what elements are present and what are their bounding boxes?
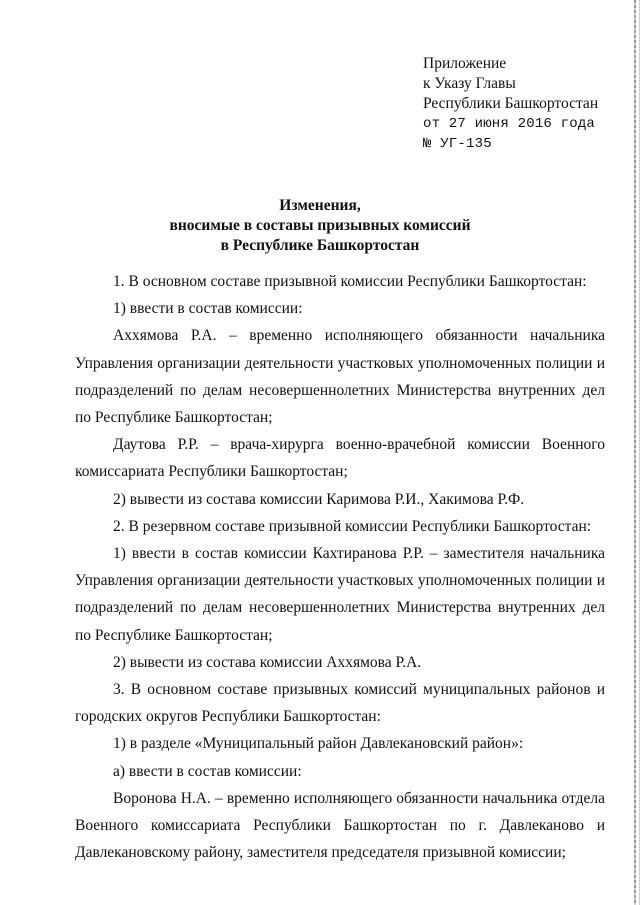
decree-number: № УГ-135 xyxy=(423,136,492,152)
scan-edge xyxy=(634,0,636,905)
paragraph: 1) ввести в состав комиссии Кахтиранова Р.Р. – заместителя начальника Управления организации деятельности участковых уполномоченных полиции и подразделений по делам несовершеннолетних Министерства внутренних дел по Республике Башкортостан; xyxy=(75,545,605,644)
paragraph: 1) в разделе «Муниципальный район Давлекановский район»: xyxy=(113,735,524,753)
document-body xyxy=(75,268,605,866)
paragraph: 2. В резервном составе призывной комиссии Республики Башкортостан: xyxy=(113,517,592,535)
appendix-line: к Указу Главы xyxy=(423,75,516,92)
paragraph: 1) ввести в состав комиссии: xyxy=(113,300,303,318)
appendix-line: Приложение xyxy=(423,55,507,72)
paragraph: 1. В основном составе призывной комиссии Республики Башкортостан: xyxy=(113,273,587,290)
appendix-line: Республики Башкортостан xyxy=(423,95,599,112)
paragraph: Воронова Н.А. – временно исполняющего обязанности начальника отдела Военного комиссариата Республики Башкортостан по г. Давлеканово и Давлекановскому району, заместителя председателя призывной комиссии; xyxy=(75,789,605,862)
paragraph: 3. В основном составе призывных комиссий муниципальных районов и городских округов Республики Башкортостан: xyxy=(75,681,605,726)
decree-date: от 27 июня 2016 года xyxy=(423,116,596,132)
title-line: вносимые в составы призывных комиссий xyxy=(169,217,471,234)
paragraph: 2) вывести из состава комиссии Каримова Р.И., Хакимова Р.Ф. xyxy=(113,490,525,508)
paragraph: Аххямова Р.А. – временно исполняющего обязанности начальника Управления организации деятельности участковых уполномоченных полиции и подразделений по делам несовершеннолетних Министерства внутренних дел по Республике Башкортостан; xyxy=(75,327,605,427)
title-line: в Республике Башкортостан xyxy=(220,237,420,254)
paragraph: 2) вывести из состава комиссии Аххямова Р.А. xyxy=(113,653,422,671)
paragraph: Даутова Р.Р. – врача-хирурга военно-врачебной комиссии Военного комиссариата Республики Башкортостан; xyxy=(75,436,605,481)
paragraph: а) ввести в состав комиссии: xyxy=(113,762,302,780)
appendix-block xyxy=(423,54,598,154)
document-title xyxy=(0,196,640,256)
title-line: Изменения, xyxy=(279,197,361,214)
